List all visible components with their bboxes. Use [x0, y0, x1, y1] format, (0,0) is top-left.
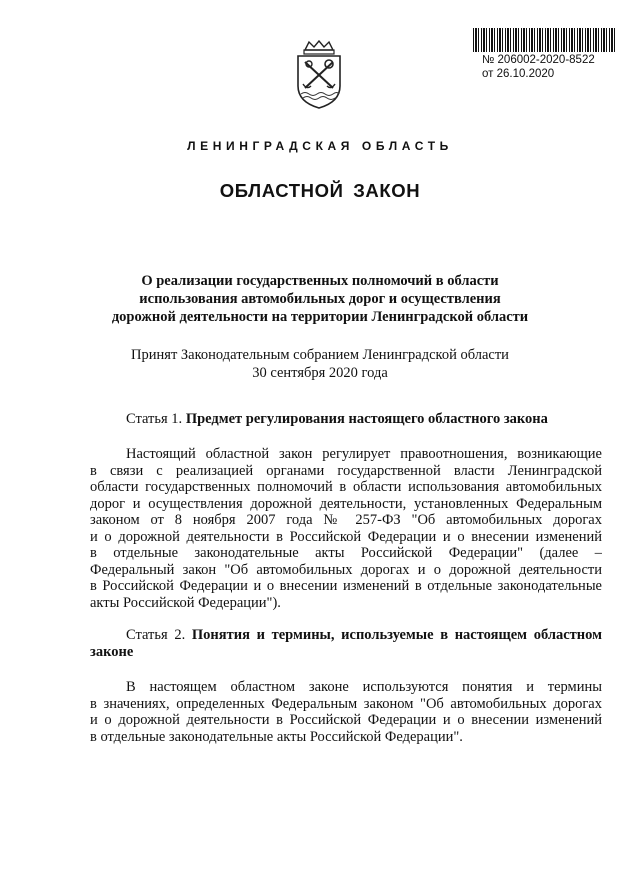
law-title-line: использования автомобильных дорог и осуществления [139, 291, 501, 307]
article-1-text [90, 446, 602, 611]
barcode [473, 28, 615, 52]
law-title-line: дорожной деятельности на территории Ленинградской области [111, 309, 529, 325]
text-line: и о дорожной деятельности в Российской Федерации и о внесении изменений [90, 712, 602, 728]
article-1-name: Предмет регулирования настоящего областного закона [185, 411, 548, 427]
text-line: дорог и осуществления дорожной деятельности, установленных Федеральным [90, 495, 602, 512]
coat-of-arms-icon [291, 40, 347, 110]
article-2-name-continued: законе [90, 643, 134, 660]
text-line: акты Российской Федерации"). [90, 594, 281, 611]
article-1-number: Статья 1. [126, 411, 183, 427]
text-line: законом от 8 ноября 2007 года № 257-ФЗ "Об автомобильных дорогах [90, 512, 602, 528]
registration-date: от 26.10.2020 [482, 67, 555, 80]
article-2-name: Понятия и термины, используемые в настоящем областном [191, 627, 602, 643]
adoption-line: Принят Законодательным собранием Ленинградской области [131, 347, 509, 363]
article-2-heading [90, 627, 602, 660]
text-line: Федеральный закон "Об автомобильных дорогах и о дорожной деятельности [90, 561, 602, 578]
text-line: В настоящем областном законе используются понятия и термины [126, 679, 602, 695]
registration-number: № 206002-2020-8522 [482, 54, 595, 66]
article-2-heading-line [90, 627, 602, 644]
text-line: в отдельные законодательные акты Российской Федерации" (далее – [90, 545, 602, 561]
law-title [90, 272, 550, 326]
adoption-date: 30 сентября 2020 года [252, 365, 388, 381]
text-line: Настоящий областной закон регулирует правоотношения, возникающие [126, 446, 602, 462]
law-title-line: О реализации государственных полномочий в области [141, 273, 499, 289]
article-2-number: Статья 2. [126, 627, 186, 643]
article-1-heading [90, 411, 638, 428]
law-type-heading: ОБЛАСТНОЙ ЗАКОН [219, 180, 421, 201]
text-line: в отдельные законодательные акты Российской Федерации". [90, 728, 463, 745]
region-heading: ЛЕНИНГРАДСКАЯ ОБЛАСТЬ [187, 139, 453, 153]
registration-info [482, 54, 595, 81]
text-line: в значениях, определенных Федеральным законом "Об автомобильных дорогах [90, 695, 602, 712]
text-line: области государственных полномочий в области использования автомобильных [90, 479, 602, 495]
text-line: в Российской Федерации и о внесении изменений в отдельные законодательные [90, 578, 602, 594]
text-line: и о дорожной деятельности в Российской Федерации и о внесении изменений [90, 528, 602, 545]
article-2-text [90, 679, 602, 745]
text-line: в связи с реализацией органами государственной власти Ленинградской [90, 462, 602, 479]
adoption-note [90, 346, 550, 382]
